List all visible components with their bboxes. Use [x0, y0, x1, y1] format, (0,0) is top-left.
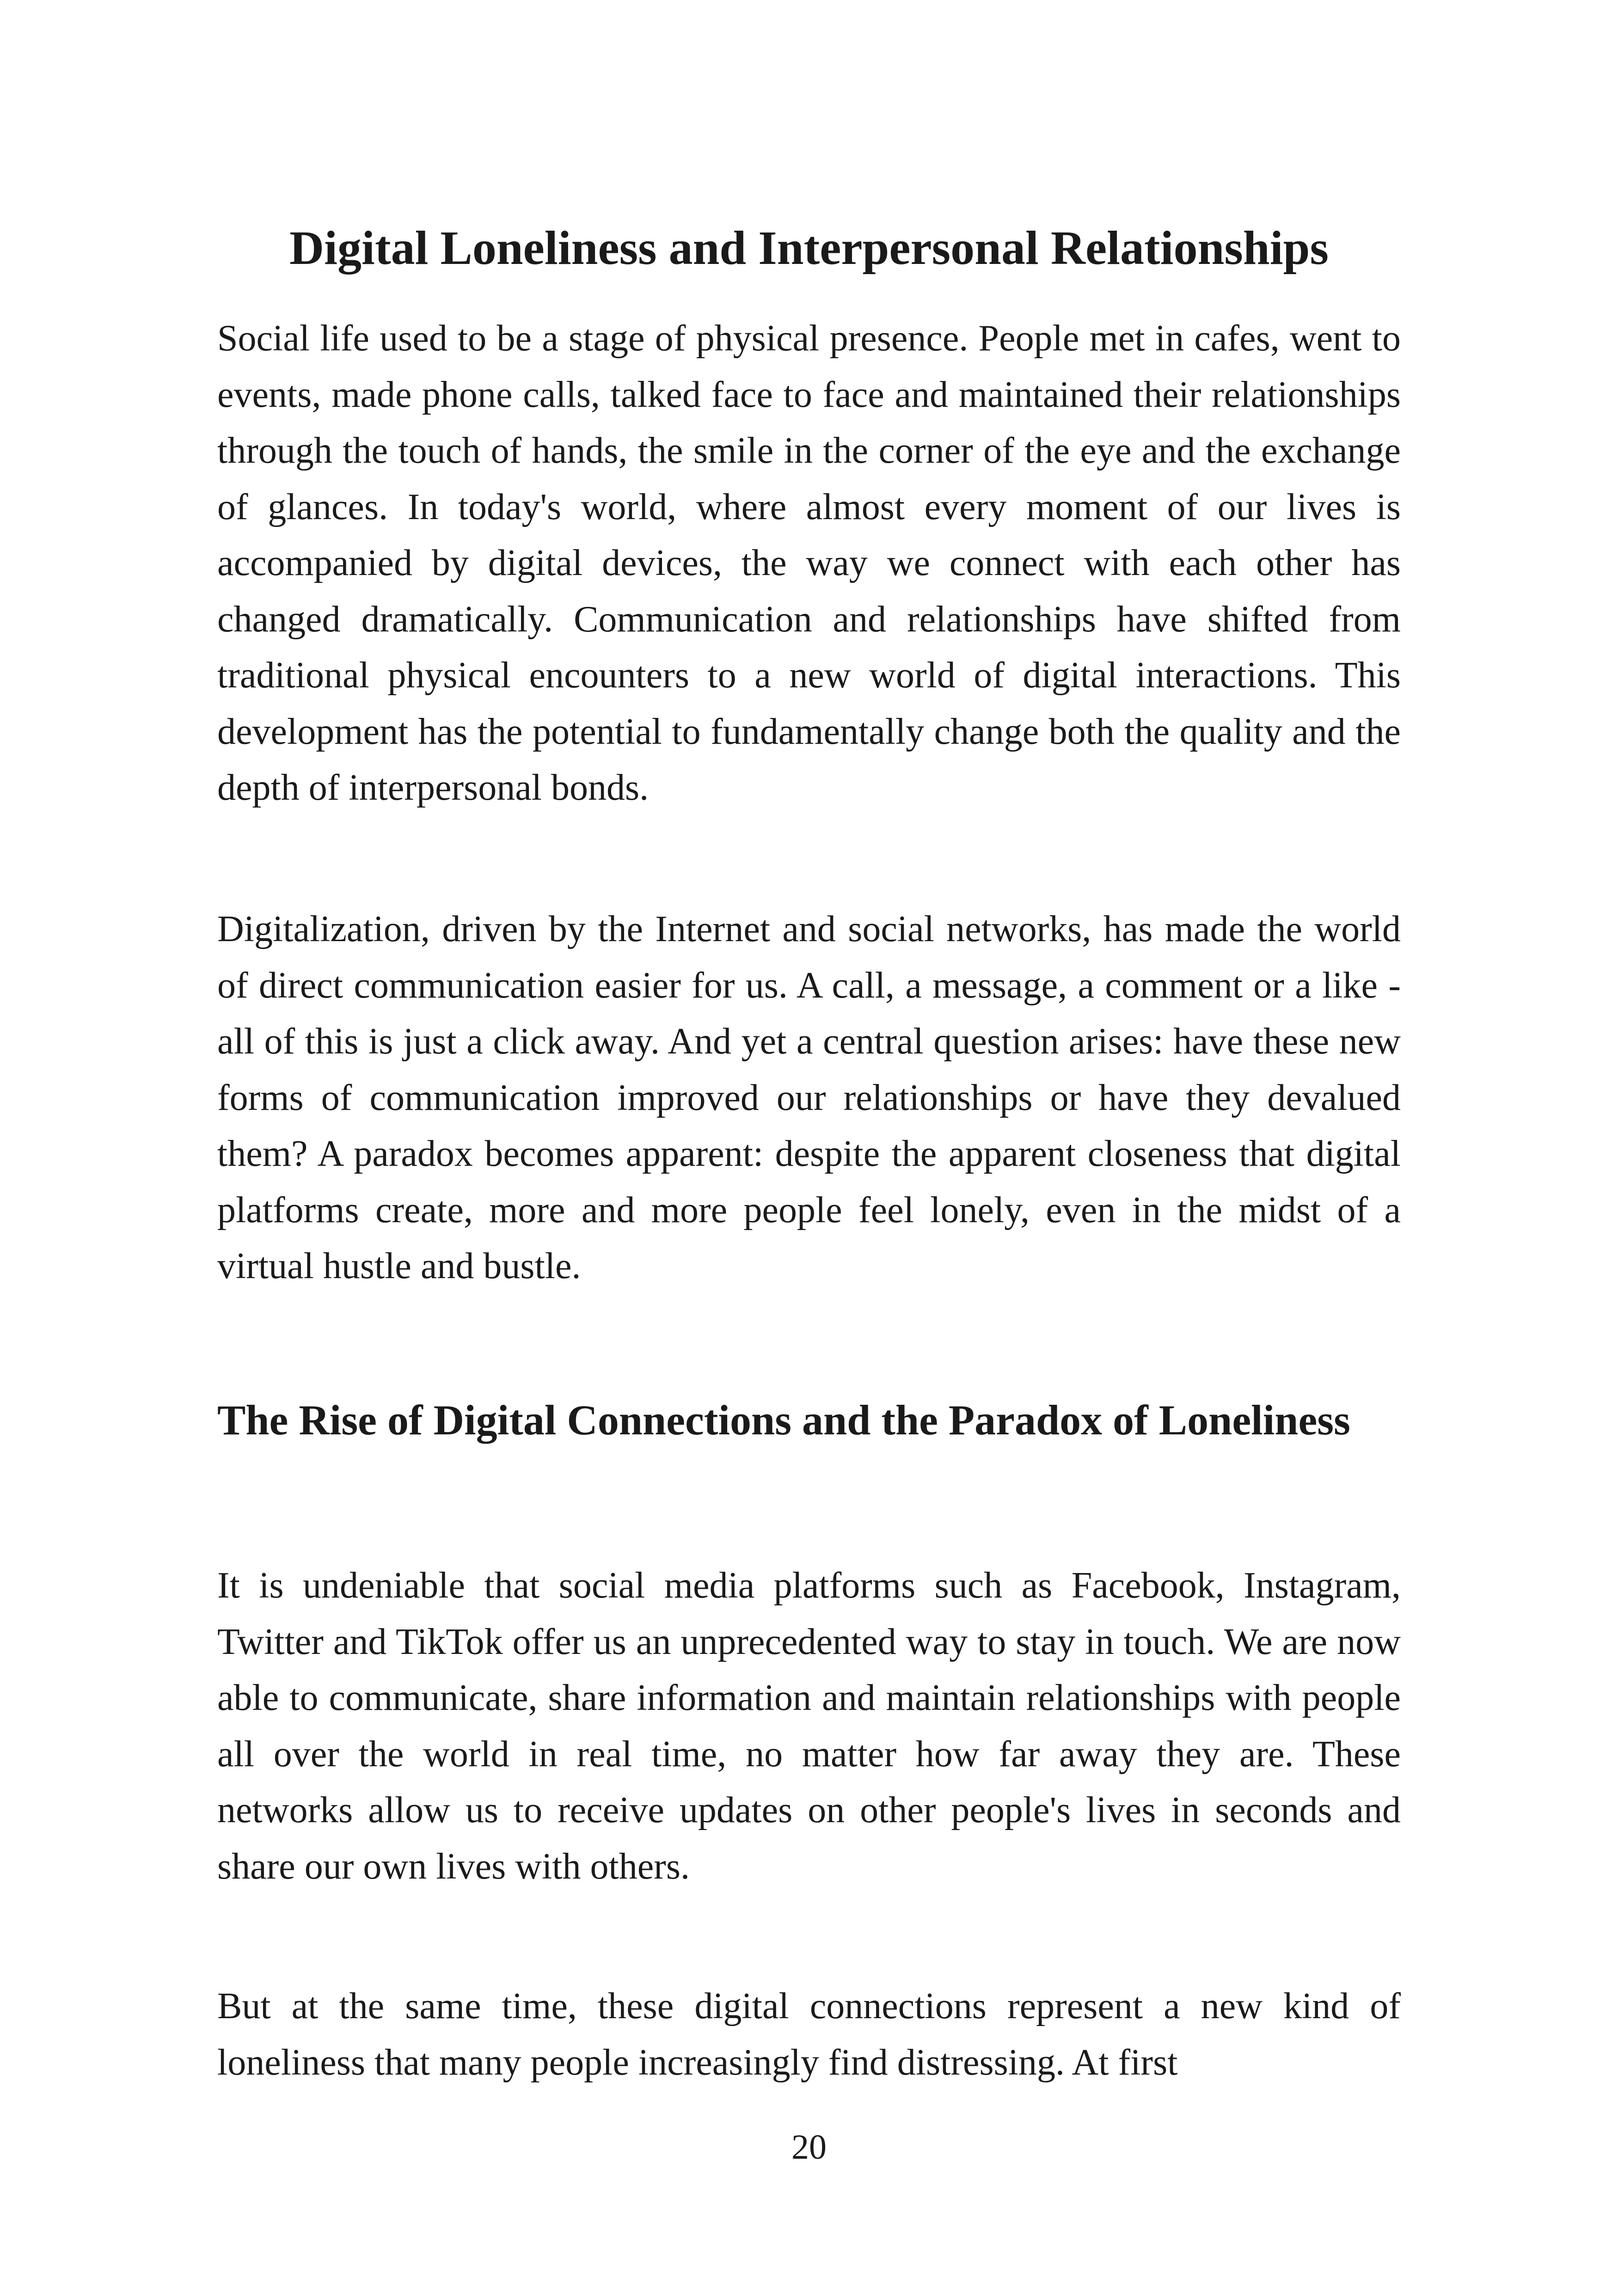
- page-number: 20: [791, 2128, 827, 2167]
- section-paragraph-2: But at the same time, these digital connections represent a new kind of loneliness that many people increasingly find distressing. At first: [217, 1986, 1401, 2083]
- section-paragraph-1: It is undeniable that social media platforms such as Facebook, Instagram, Twitter and TikTok offer us an unprecedented way to stay in touch. We are now able to communicate, share information and maintain relationships with people all over the world in real time, no matter how far away they are. These networks allow us to receive updates on other people's lives in seconds and share our own lives with others.: [217, 1565, 1401, 1887]
- chapter-title: Digital Loneliness and Interpersonal Relationships: [289, 221, 1329, 275]
- section-heading: The Rise of Digital Connections and the Paradox of Loneliness: [217, 1396, 1350, 1444]
- body-paragraph-1: Social life used to be a stage of physical presence. People met in cafes, went to events, made phone calls, talked face to face and maintained their relationships through the touch of hands, the smile in the corner of the eye and the exchange of glances. In today's world, where almost every moment of our lives is accompanied by digital devices, the way we connect with each other has changed dramatically. Communication and relationships have shifted from traditional physical encounters to a new world of digital interactions. This development has the potential to fundamentally change both the quality and the depth of interpersonal bonds.: [217, 318, 1401, 808]
- body-paragraph-2: Digitalization, driven by the Internet and social networks, has made the world of direct communication easier for us. A call, a message, a comment or a like - all of this is just a click away. And yet a central question arises: have these new forms of communication improved our relationships or have they devalued them? A paradox becomes apparent: despite the apparent closeness that digital platforms create, more and more people feel lonely, even in the midst of a virtual hustle and bustle.: [217, 909, 1401, 1286]
